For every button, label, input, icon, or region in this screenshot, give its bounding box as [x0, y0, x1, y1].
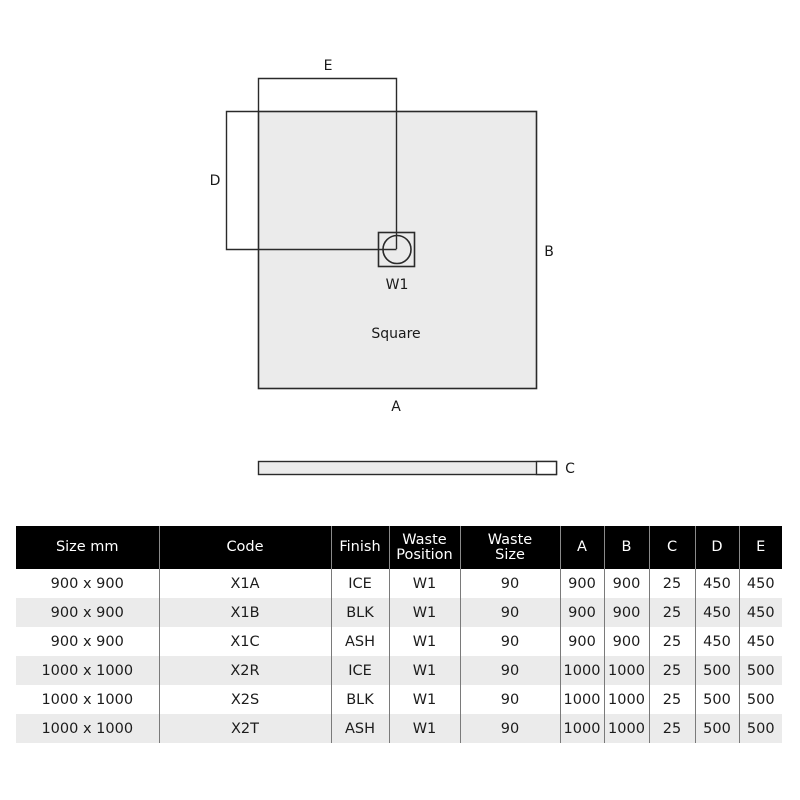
- cell-waste-size: 90: [460, 685, 560, 714]
- cell-d: 500: [695, 714, 739, 743]
- cell-waste-size: 90: [460, 627, 560, 656]
- header-b: B: [604, 526, 649, 569]
- cell-e: 450: [739, 598, 782, 627]
- cell-d: 500: [695, 685, 739, 714]
- header-code: Code: [159, 526, 331, 569]
- cell-waste-position: W1: [389, 685, 460, 714]
- cell-size: 900 x 900: [16, 627, 159, 656]
- cell-finish: ASH: [331, 714, 389, 743]
- table-row: [16, 598, 782, 627]
- cell-d: 450: [695, 627, 739, 656]
- cell-b: 900: [604, 598, 649, 627]
- cell-waste-size: 90: [460, 598, 560, 627]
- tray-side-profile: [259, 462, 557, 475]
- cell-waste-position: W1: [389, 627, 460, 656]
- cell-e: 450: [739, 627, 782, 656]
- cell-a: 900: [560, 569, 604, 598]
- cell-c: 25: [649, 685, 695, 714]
- cell-size: 1000 x 1000: [16, 656, 159, 685]
- cell-waste-size: 90: [460, 656, 560, 685]
- table-row: [16, 656, 782, 685]
- label-d: D: [209, 173, 221, 189]
- cell-c: 25: [649, 598, 695, 627]
- header-d: D: [695, 526, 739, 569]
- cell-code: X1A: [159, 569, 331, 598]
- cell-code: X2T: [159, 714, 331, 743]
- table-row: [16, 685, 782, 714]
- cell-waste-position: W1: [389, 714, 460, 743]
- cell-finish: BLK: [331, 598, 389, 627]
- cell-e: 500: [739, 714, 782, 743]
- cell-d: 450: [695, 598, 739, 627]
- cell-a: 1000: [560, 656, 604, 685]
- specification-table: [16, 526, 782, 743]
- cell-waste-position: W1: [389, 598, 460, 627]
- table-row: [16, 627, 782, 656]
- label-shape-square: Square: [371, 326, 421, 342]
- label-c: C: [565, 461, 575, 477]
- cell-b: 900: [604, 569, 649, 598]
- cell-c: 25: [649, 627, 695, 656]
- cell-c: 25: [649, 656, 695, 685]
- cell-code: X1B: [159, 598, 331, 627]
- cell-waste-size: 90: [460, 569, 560, 598]
- cell-b: 900: [604, 627, 649, 656]
- cell-a: 1000: [560, 714, 604, 743]
- header-waste-size: Waste Size: [460, 526, 560, 569]
- cell-finish: ASH: [331, 627, 389, 656]
- cell-a: 900: [560, 627, 604, 656]
- cell-d: 500: [695, 656, 739, 685]
- cell-code: X2S: [159, 685, 331, 714]
- label-a: A: [391, 399, 401, 415]
- cell-size: 1000 x 1000: [16, 685, 159, 714]
- cell-waste-size: 90: [460, 714, 560, 743]
- cell-c: 25: [649, 714, 695, 743]
- cell-c: 25: [649, 569, 695, 598]
- header-e: E: [739, 526, 782, 569]
- header-size: Size mm: [16, 526, 159, 569]
- label-waste-w1: W1: [385, 277, 409, 293]
- cell-waste-position: W1: [389, 569, 460, 598]
- cell-code: X2R: [159, 656, 331, 685]
- cell-e: 500: [739, 685, 782, 714]
- cell-b: 1000: [604, 714, 649, 743]
- cell-e: 450: [739, 569, 782, 598]
- cell-b: 1000: [604, 656, 649, 685]
- header-waste-position: Waste Position: [389, 526, 460, 569]
- tray-profile-end: [537, 462, 557, 475]
- cell-size: 1000 x 1000: [16, 714, 159, 743]
- header-finish: Finish: [331, 526, 389, 569]
- cell-finish: ICE: [331, 569, 389, 598]
- table-header-row: [16, 526, 782, 569]
- cell-a: 1000: [560, 685, 604, 714]
- cell-finish: BLK: [331, 685, 389, 714]
- label-b: B: [544, 244, 554, 260]
- header-a: A: [560, 526, 604, 569]
- cell-size: 900 x 900: [16, 598, 159, 627]
- label-e: E: [323, 58, 333, 74]
- header-c: C: [649, 526, 695, 569]
- cell-code: X1C: [159, 627, 331, 656]
- cell-e: 500: [739, 656, 782, 685]
- table-row: [16, 714, 782, 743]
- cell-waste-position: W1: [389, 656, 460, 685]
- cell-b: 1000: [604, 685, 649, 714]
- cell-size: 900 x 900: [16, 569, 159, 598]
- cell-a: 900: [560, 598, 604, 627]
- cell-finish: ICE: [331, 656, 389, 685]
- cell-d: 450: [695, 569, 739, 598]
- table-row: [16, 569, 782, 598]
